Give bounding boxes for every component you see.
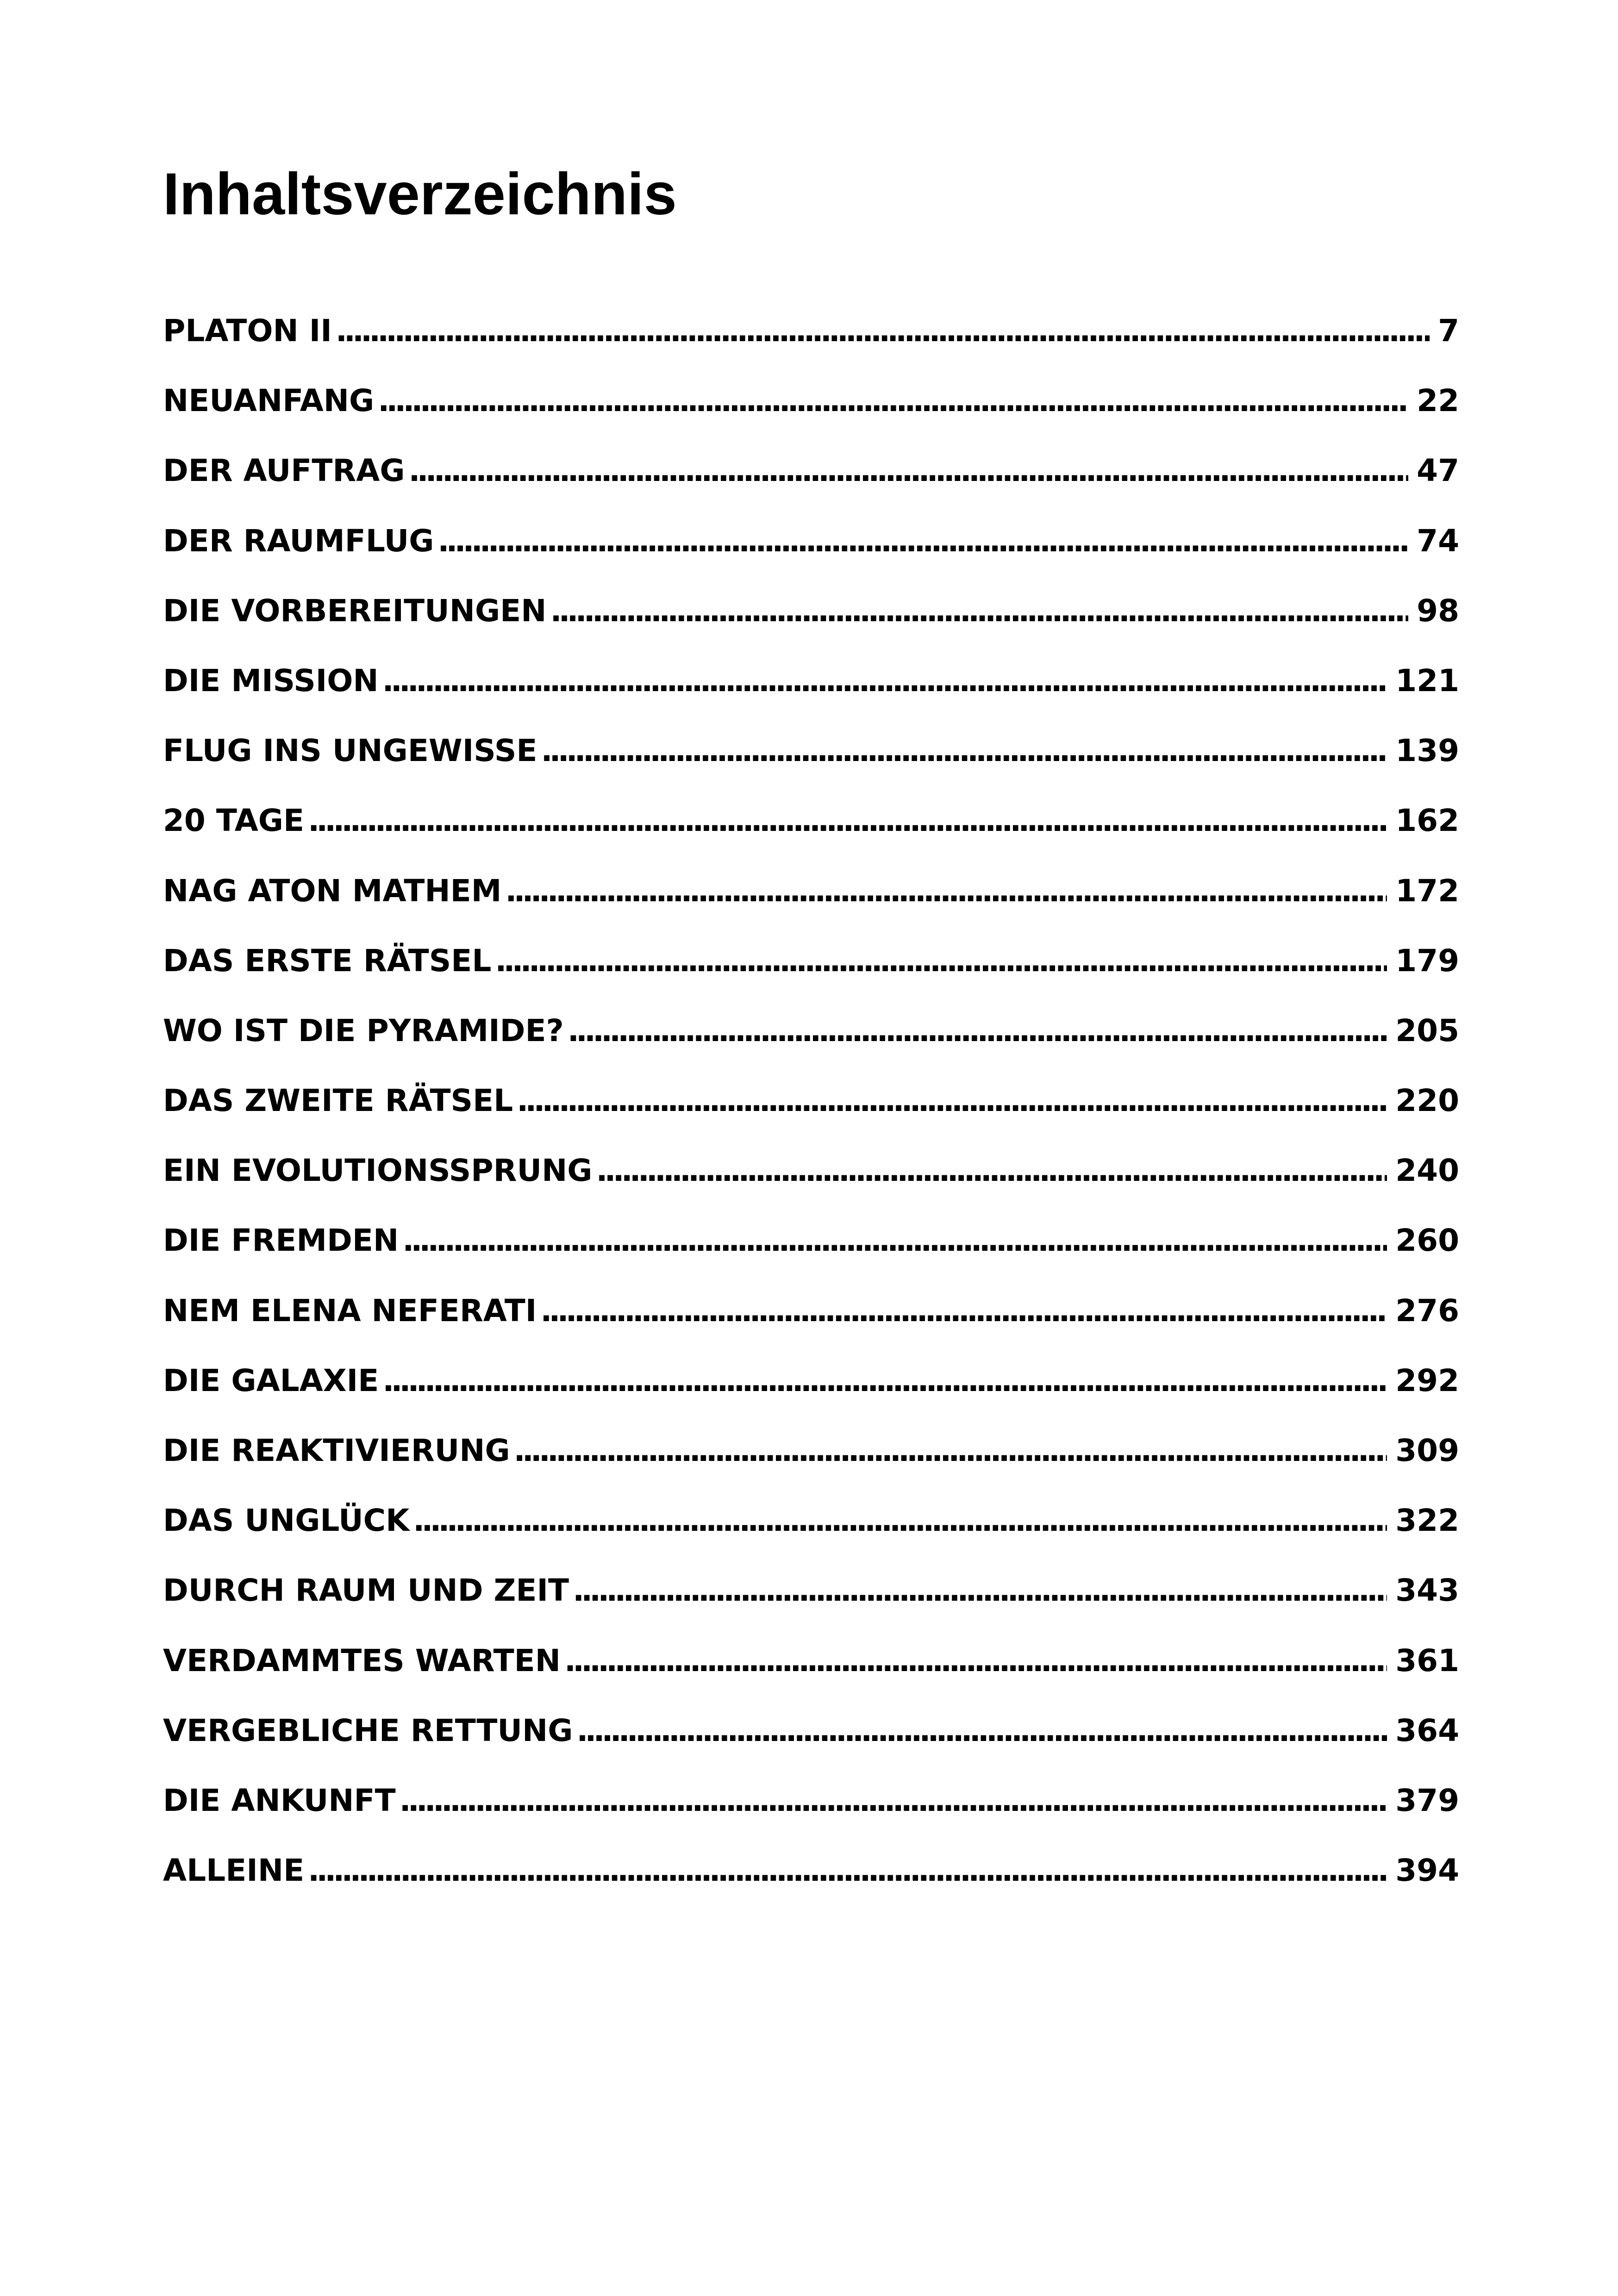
toc-entry[interactable] bbox=[163, 725, 1459, 795]
toc-chapter-title: DAS ZWEITE RÄTSEL bbox=[163, 1083, 513, 1119]
toc-page-number: 240 bbox=[1395, 1153, 1459, 1189]
toc-entry[interactable] bbox=[163, 795, 1459, 865]
toc-chapter-title: DAS ERSTE RÄTSEL bbox=[163, 942, 492, 979]
toc-page-number: 98 bbox=[1417, 593, 1459, 629]
toc-chapter-title: EIN EVOLUTIONSSPRUNG bbox=[163, 1153, 593, 1189]
toc-page-number: 7 bbox=[1438, 313, 1459, 349]
toc-dot-leader bbox=[400, 1215, 1387, 1266]
toc-entry[interactable] bbox=[163, 1425, 1459, 1495]
toc-entry[interactable] bbox=[163, 375, 1459, 445]
toc-chapter-title: NEM ELENA NEFERATI bbox=[163, 1292, 537, 1329]
toc-page-number: 309 bbox=[1395, 1433, 1459, 1468]
toc-chapter-title: DIE VORBEREITUNGEN bbox=[163, 593, 547, 629]
toc-dot-leader bbox=[411, 1495, 1387, 1546]
toc-dot-leader bbox=[503, 866, 1387, 917]
toc-chapter-title: ALLEINE bbox=[163, 1853, 305, 1889]
toc-chapter-title: DIE REAKTIVIERUNG bbox=[163, 1433, 510, 1468]
toc-entry[interactable] bbox=[163, 1215, 1459, 1285]
toc-entry[interactable] bbox=[163, 1635, 1459, 1705]
toc-entry[interactable] bbox=[163, 1075, 1459, 1145]
toc-page-number: 179 bbox=[1395, 942, 1459, 979]
toc-chapter-title: DIE ANKUNFT bbox=[163, 1782, 396, 1818]
toc-dot-leader bbox=[594, 1145, 1387, 1196]
toc-entry[interactable] bbox=[163, 516, 1459, 586]
toc-dot-leader bbox=[376, 375, 1408, 426]
toc-chapter-title: 20 TAGE bbox=[163, 803, 305, 839]
toc-entry[interactable] bbox=[163, 1775, 1459, 1845]
toc-entry[interactable] bbox=[163, 1355, 1459, 1425]
toc-chapter-title: DURCH RAUM UND ZEIT bbox=[163, 1572, 569, 1609]
toc-page-number: 121 bbox=[1395, 662, 1459, 699]
toc-dot-leader bbox=[436, 516, 1408, 567]
toc-chapter-title: DIE GALAXIE bbox=[163, 1362, 379, 1398]
page-title: Inhaltsverzeichnis bbox=[163, 161, 677, 227]
toc-page-number: 322 bbox=[1395, 1503, 1459, 1539]
toc-entry[interactable] bbox=[163, 445, 1459, 515]
toc-dot-leader bbox=[306, 1845, 1387, 1896]
toc-page-number: 364 bbox=[1395, 1712, 1459, 1748]
toc-chapter-title: PLATON II bbox=[163, 313, 332, 349]
toc-dot-leader bbox=[566, 1005, 1387, 1056]
toc-entry[interactable] bbox=[163, 586, 1459, 655]
toc-dot-leader bbox=[548, 586, 1408, 636]
toc-dot-leader bbox=[562, 1635, 1387, 1686]
toc-page-number: 379 bbox=[1395, 1782, 1459, 1818]
toc-dot-leader bbox=[381, 1355, 1387, 1406]
toc-entry[interactable] bbox=[163, 1495, 1459, 1565]
toc-page-number: 292 bbox=[1395, 1362, 1459, 1398]
toc-chapter-title: DER RAUMFLUG bbox=[163, 523, 434, 559]
toc-page-number: 394 bbox=[1395, 1853, 1459, 1889]
toc-page-number: 260 bbox=[1395, 1223, 1459, 1259]
toc-page-number: 343 bbox=[1395, 1572, 1459, 1609]
toc-dot-leader bbox=[381, 655, 1387, 706]
toc-chapter-title: DAS UNGLÜCK bbox=[163, 1503, 410, 1539]
toc-dot-leader bbox=[538, 1285, 1387, 1336]
toc-entry[interactable] bbox=[163, 866, 1459, 936]
toc-dot-leader bbox=[515, 1075, 1387, 1126]
table-of-contents bbox=[163, 306, 1459, 1915]
toc-dot-leader bbox=[493, 936, 1387, 986]
toc-page-number: 172 bbox=[1395, 873, 1459, 909]
toc-entry[interactable] bbox=[163, 306, 1459, 375]
toc-page-number: 139 bbox=[1395, 733, 1459, 769]
toc-chapter-title: DIE MISSION bbox=[163, 662, 379, 699]
toc-dot-leader bbox=[398, 1775, 1387, 1826]
toc-chapter-title: DER AUFTRAG bbox=[163, 453, 405, 489]
toc-dot-leader bbox=[575, 1705, 1387, 1756]
toc-entry[interactable] bbox=[163, 1285, 1459, 1355]
toc-page-number: 220 bbox=[1395, 1083, 1459, 1119]
toc-chapter-title: WO IST DIE PYRAMIDE? bbox=[163, 1012, 564, 1048]
toc-dot-leader bbox=[539, 725, 1387, 776]
toc-entry[interactable] bbox=[163, 1845, 1459, 1915]
toc-dot-leader bbox=[334, 306, 1430, 356]
toc-dot-leader bbox=[512, 1425, 1387, 1476]
toc-chapter-title: VERDAMMTES WARTEN bbox=[163, 1642, 561, 1678]
toc-page-number: 47 bbox=[1417, 453, 1459, 489]
toc-page-number: 22 bbox=[1417, 383, 1459, 419]
toc-entry[interactable] bbox=[163, 1005, 1459, 1075]
toc-entry[interactable] bbox=[163, 655, 1459, 725]
toc-dot-leader bbox=[306, 795, 1387, 846]
toc-page-number: 205 bbox=[1395, 1012, 1459, 1048]
toc-page-number: 74 bbox=[1417, 523, 1459, 559]
toc-entry[interactable] bbox=[163, 1145, 1459, 1215]
toc-chapter-title: FLUG INS UNGEWISSE bbox=[163, 733, 537, 769]
toc-chapter-title: NEUANFANG bbox=[163, 383, 375, 419]
toc-entry[interactable] bbox=[163, 936, 1459, 1005]
toc-dot-leader bbox=[571, 1565, 1387, 1616]
toc-page-number: 361 bbox=[1395, 1642, 1459, 1678]
toc-page-number: 276 bbox=[1395, 1292, 1459, 1329]
toc-page-number: 162 bbox=[1395, 803, 1459, 839]
toc-chapter-title: DIE FREMDEN bbox=[163, 1223, 399, 1259]
toc-chapter-title: NAG ATON MATHEM bbox=[163, 873, 502, 909]
toc-chapter-title: VERGEBLICHE RETTUNG bbox=[163, 1712, 573, 1748]
toc-entry[interactable] bbox=[163, 1705, 1459, 1775]
toc-dot-leader bbox=[407, 445, 1409, 496]
toc-entry[interactable] bbox=[163, 1565, 1459, 1635]
